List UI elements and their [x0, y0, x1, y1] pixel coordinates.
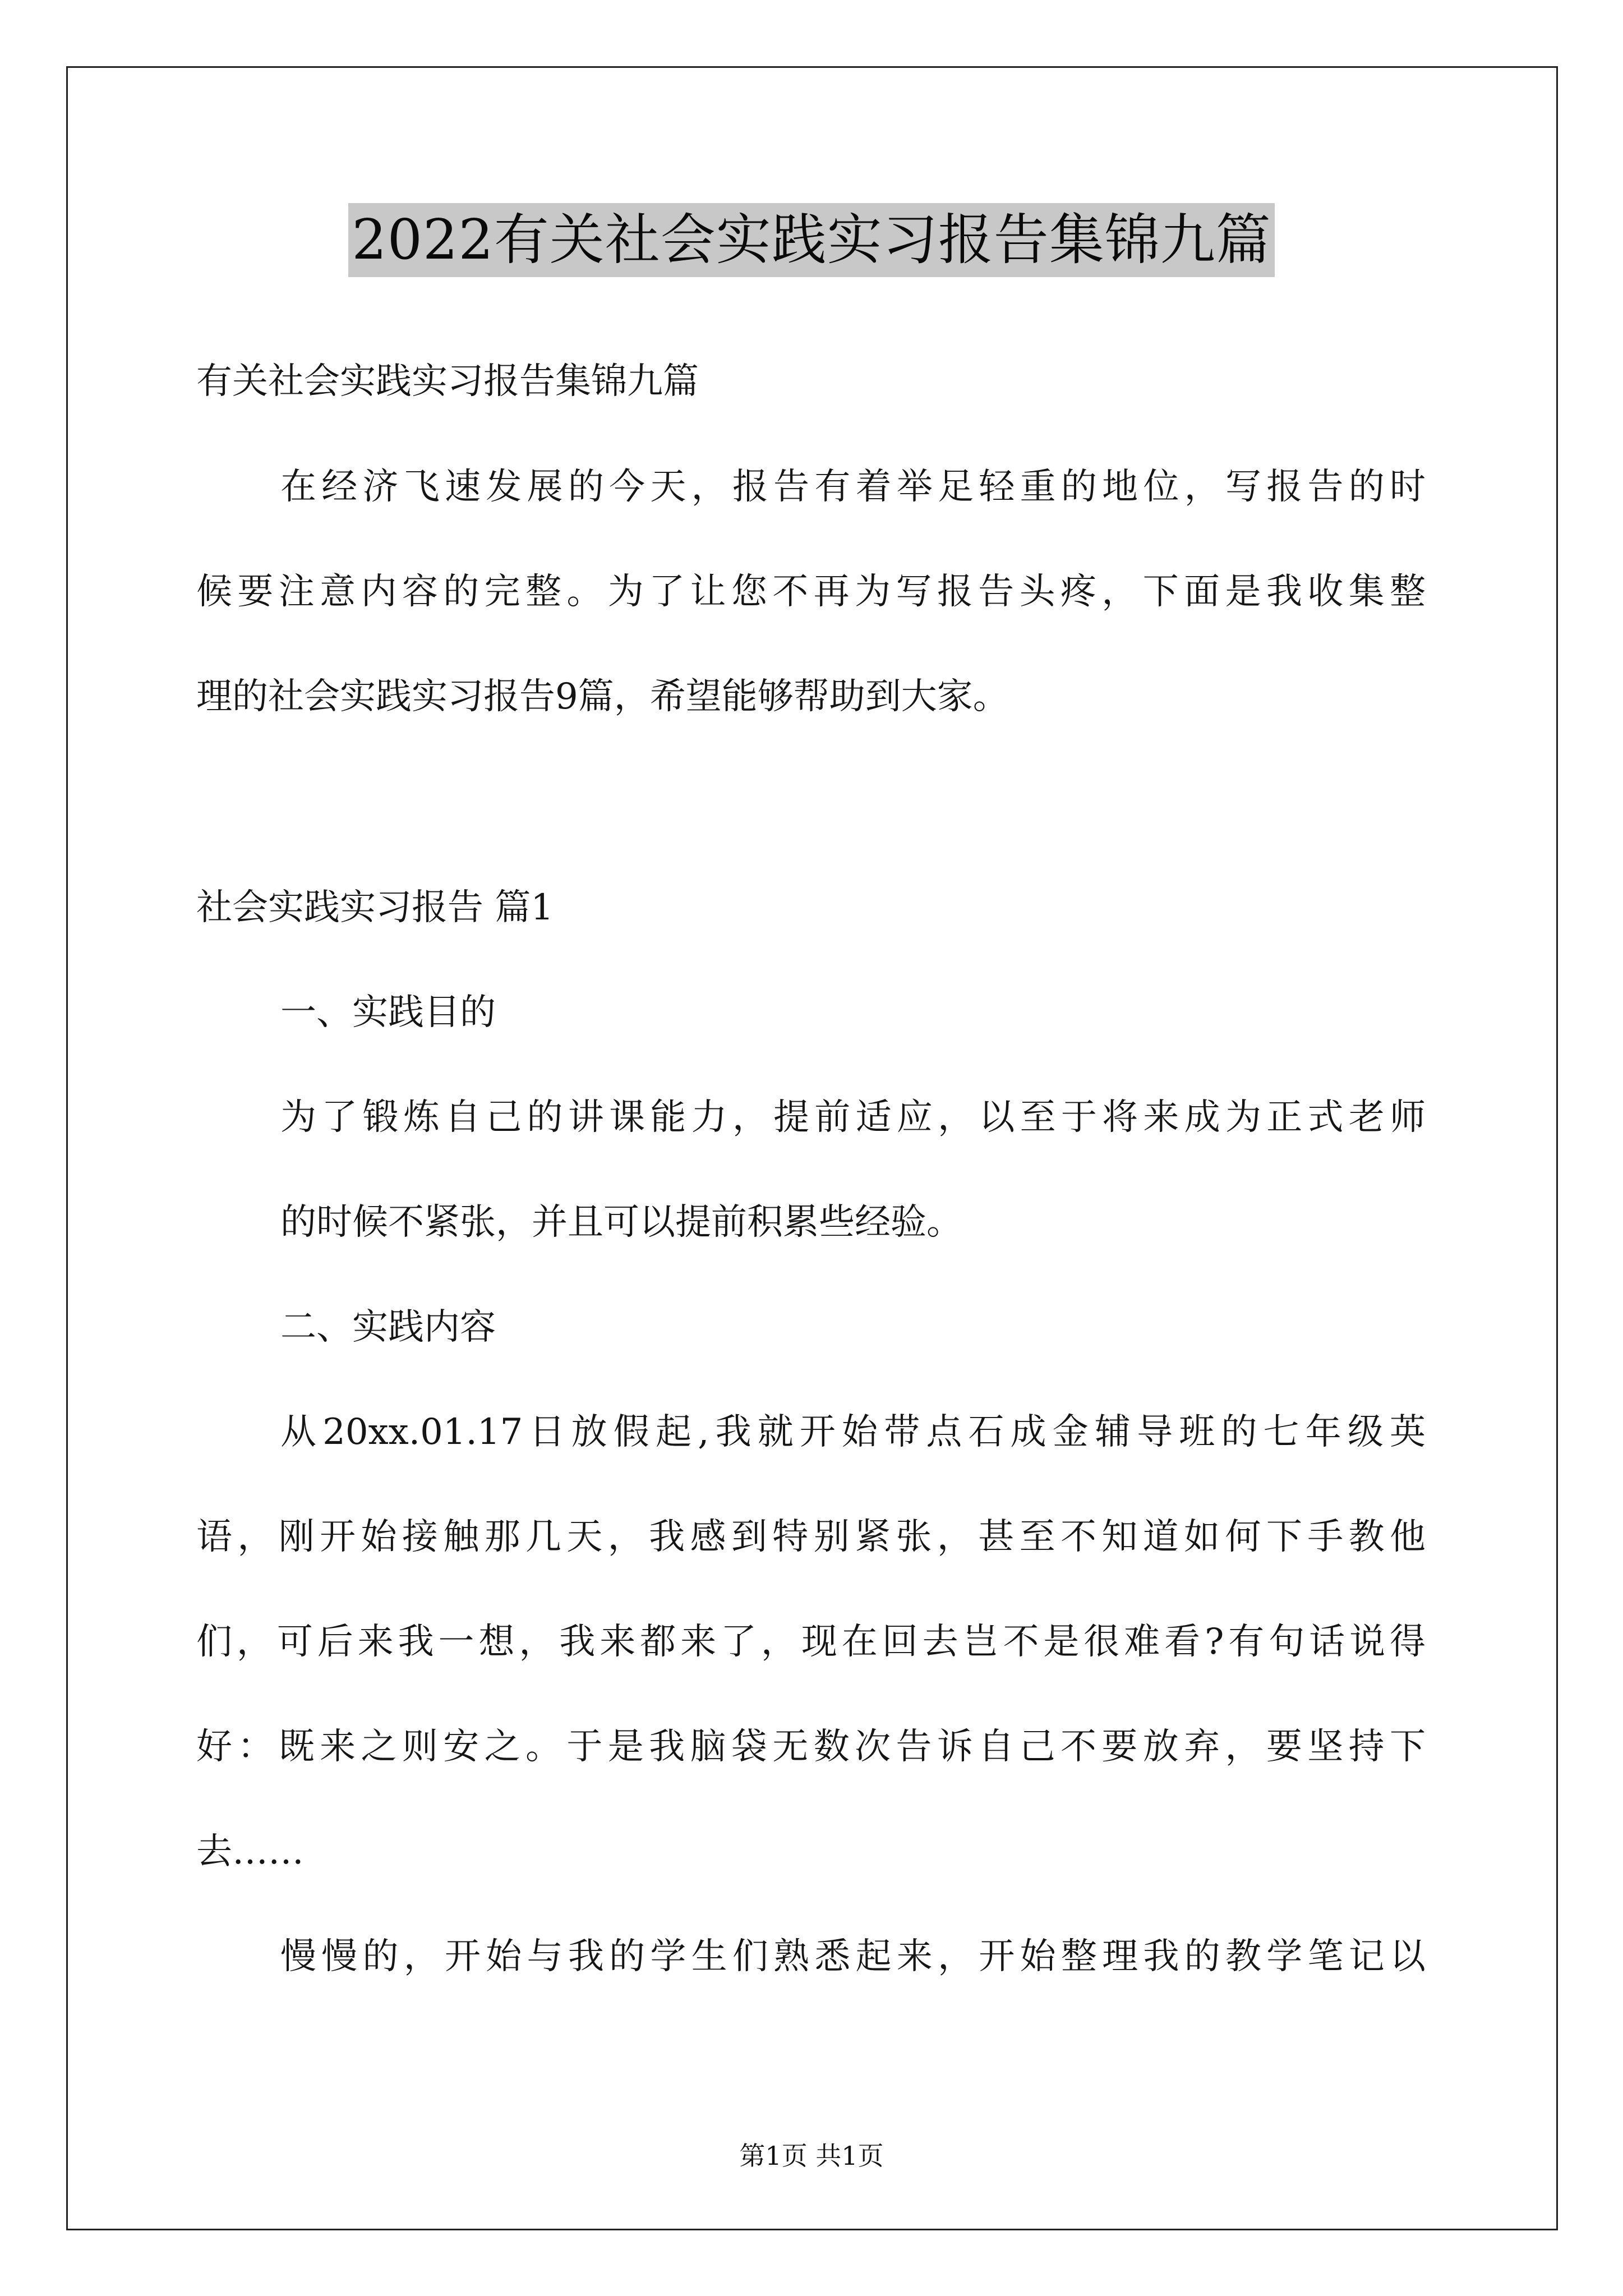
part3-first-line: 慢慢的，开始与我的学生们熟悉起来，开始整理我的教学笔记以 [280, 1936, 1426, 1977]
section-heading: 社会实践实习报告 篇1 [196, 887, 554, 928]
document-subtitle: 有关社会实践实习报告集锦九篇 [196, 361, 699, 402]
part2-body-line-3: 们，可后来我一想，我来都来了，现在回去岂不是很难看?有句话说得 [196, 1621, 1426, 1663]
part2-body-line-2: 语，刚开始接触那几天，我感到特别紧张，甚至不知道如何下手教他 [196, 1516, 1426, 1558]
page-footer: 第1页 共1页 [739, 2141, 884, 2171]
part1-body-line-2: 的时候不紧张，并且可以提前积累些经验。 [280, 1202, 962, 1243]
part2-heading: 二、实践内容 [280, 1306, 496, 1348]
title-container [0, 203, 1623, 277]
intro-line-2: 候要注意内容的完整。为了让您不再为写报告头疼，下面是我收集整 [196, 571, 1426, 613]
part1-body-line-1: 为了锻炼自己的讲课能力，提前适应，以至于将来成为正式老师 [280, 1097, 1426, 1138]
intro-line-3: 理的社会实践实习报告9篇，希望能够帮助到大家。 [196, 676, 1009, 717]
part1-heading: 一、实践目的 [280, 992, 496, 1033]
part2-body-line-4: 好：既来之则安之。于是我脑袋无数次告诉自己不要放弃，要坚持下 [196, 1726, 1426, 1768]
intro-line-1: 在经济飞速发展的今天，报告有着举足轻重的地位，写报告的时 [280, 466, 1426, 508]
part2-body-line-1: 从20xx.01.17日放假起,我就开始带点石成金辅导班的七年级英 [280, 1411, 1426, 1453]
document-title: 2022有关社会实践实习报告集锦九篇 [348, 203, 1274, 277]
part2-body-line-5: 去…… [196, 1831, 304, 1872]
